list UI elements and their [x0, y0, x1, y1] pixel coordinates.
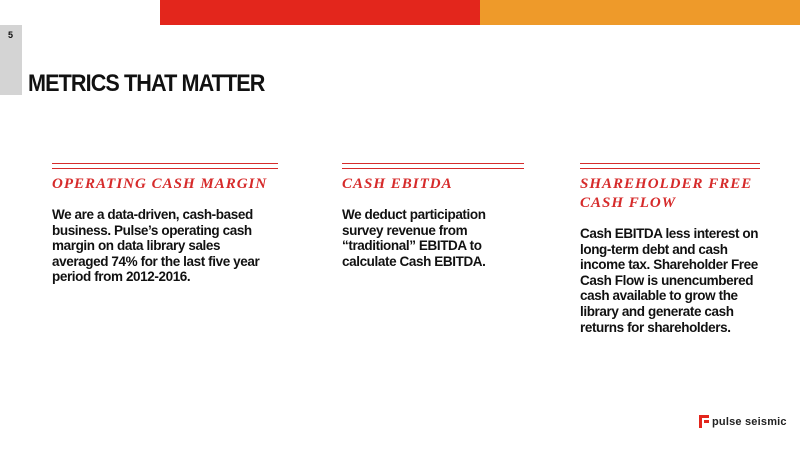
page-number: 5 — [8, 30, 14, 40]
column-body: Cash EBITDA less interest on long-term debt and cash income tax. Shareholder Free Cash Flow is unencumbered cash available to grow the library and generate cash returns for shareholders. — [580, 226, 759, 335]
top-accent-bar-red — [160, 0, 480, 25]
column-shareholder-free-cash-flow — [580, 163, 760, 335]
logo-text: pulse seismic — [712, 415, 787, 428]
heading-rule-bottom — [342, 168, 524, 169]
heading-rule-top — [342, 163, 524, 164]
column-body: We deduct participation survey revenue from “traditional” EBITDA to calculate Cash EBITDA. — [342, 207, 486, 269]
heading-rule-top — [580, 163, 760, 164]
pulse-seismic-logo — [699, 415, 787, 428]
heading-rule-top — [52, 163, 278, 164]
column-heading: SHAREHOLDER FREE CASH FLOW — [580, 176, 753, 211]
top-accent-bar-orange — [480, 0, 800, 25]
heading-rule-bottom — [52, 168, 278, 169]
column-operating-cash-margin — [52, 163, 278, 285]
column-heading: CASH EBITDA — [342, 176, 453, 192]
slide-title: METRICS THAT MATTER — [28, 70, 265, 97]
column-heading: OPERATING CASH MARGIN — [52, 176, 268, 192]
column-cash-ebitda — [342, 163, 524, 269]
pulse-seismic-logo-icon — [699, 415, 709, 428]
column-body: We are a data-driven, cash-based business. Pulse’s operating cash margin on data library sales averaged 74% for the last five year period from 2012-2016. — [52, 207, 260, 285]
heading-rule-bottom — [580, 168, 760, 169]
